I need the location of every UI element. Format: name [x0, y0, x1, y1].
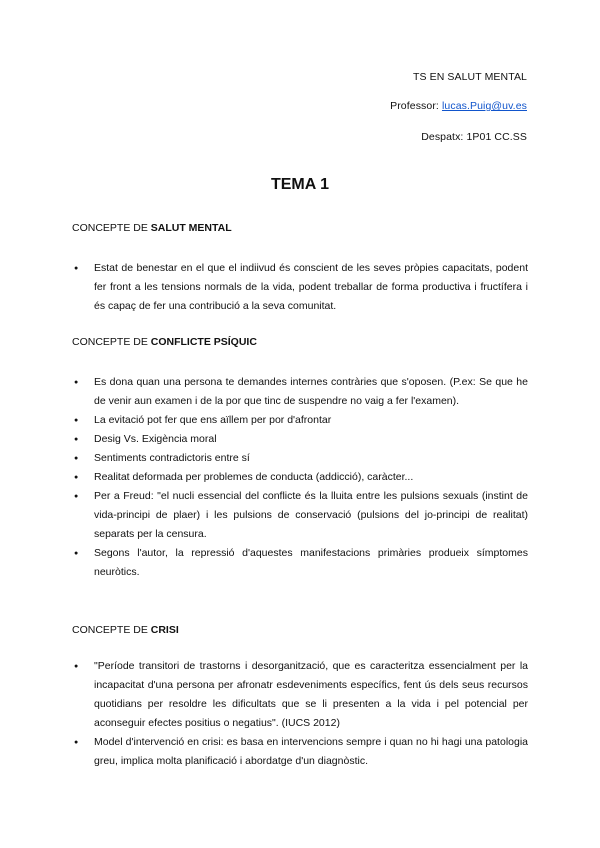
professor-email-link[interactable]: lucas.Puig@uv.es: [441, 100, 527, 112]
professor-line: [390, 100, 527, 112]
section-prefix: CONCEPTE DE: [72, 624, 151, 636]
professor-label: Professor:: [390, 100, 442, 112]
section-term: CRISI: [150, 624, 179, 636]
list-item: ● "Període transitori de trastorns i desorganització, que es caracteritza essencialment per la incapacitat d'una persona per afronatr esdeveniments específics, fent ús dels seus recursos quotidians per resoldre les dificultats que se li presenten a la vida i pel potencial per aconseguir efectes positius o negatius". (IUCS 2012): [72, 657, 528, 733]
course-name: TS EN SALUT MENTAL: [412, 71, 527, 83]
section-list-crisi: [72, 657, 528, 771]
section-heading-crisi: [72, 624, 179, 636]
list-item: ● Desig Vs. Exigència moral: [72, 430, 528, 449]
list-item: ● Estat de benestar en el que el indiivud és conscient de les seves pròpies capacitats, podent fer front a les tensions normals de la vida, podent treballar de forma productiva i fructífera i és capaç de fer una contribució a la seva comunitat.: [72, 259, 528, 316]
office-line: Despatx: 1P01 CC.SS: [421, 131, 527, 143]
page-title: TEMA 1: [270, 176, 330, 193]
section-list-conflicte-psiquic: [72, 373, 528, 582]
section-heading-conflicte-psiquic: [72, 336, 257, 348]
list-item: ● La evitació pot fer que ens aïllem per por d'afrontar: [72, 411, 528, 430]
section-prefix: CONCEPTE DE: [72, 222, 151, 234]
section-list-salut-mental: [72, 259, 528, 316]
list-item: ● Model d'intervenció en crisi: es basa en intervencions sempre i quan no hi hagi una patologia greu, implica molta planificació i abordatge d'un diagnòstic.: [72, 733, 528, 771]
section-heading-salut-mental: [72, 222, 232, 234]
list-item: ● Sentiments contradictoris entre sí: [72, 449, 528, 468]
section-term: SALUT MENTAL: [150, 222, 232, 234]
list-item: ● Realitat deformada per problemes de conducta (addicció), caràcter...: [72, 468, 528, 487]
list-item: ● Segons l'autor, la repressió d'aquestes manifestacions primàries produeix símptomes neuròtics.: [72, 544, 528, 582]
section-term: CONFLICTE PSÍQUIC: [150, 336, 257, 348]
section-prefix: CONCEPTE DE: [72, 336, 151, 348]
list-item: ● Es dona quan una persona te demandes internes contràries que s'oposen. (P.ex: Se que he de venir aun examen i de la por que tinc de suspendre no vaig a fer l'examen).: [72, 373, 528, 411]
list-item: ● Per a Freud: "el nucli essencial del conflicte és la lluita entre les pulsions sexuals (instint de vida-principi de plaer) i les pulsions de conservació (pulsions del jo-principi de realitat) separats per la censura.: [72, 487, 528, 544]
